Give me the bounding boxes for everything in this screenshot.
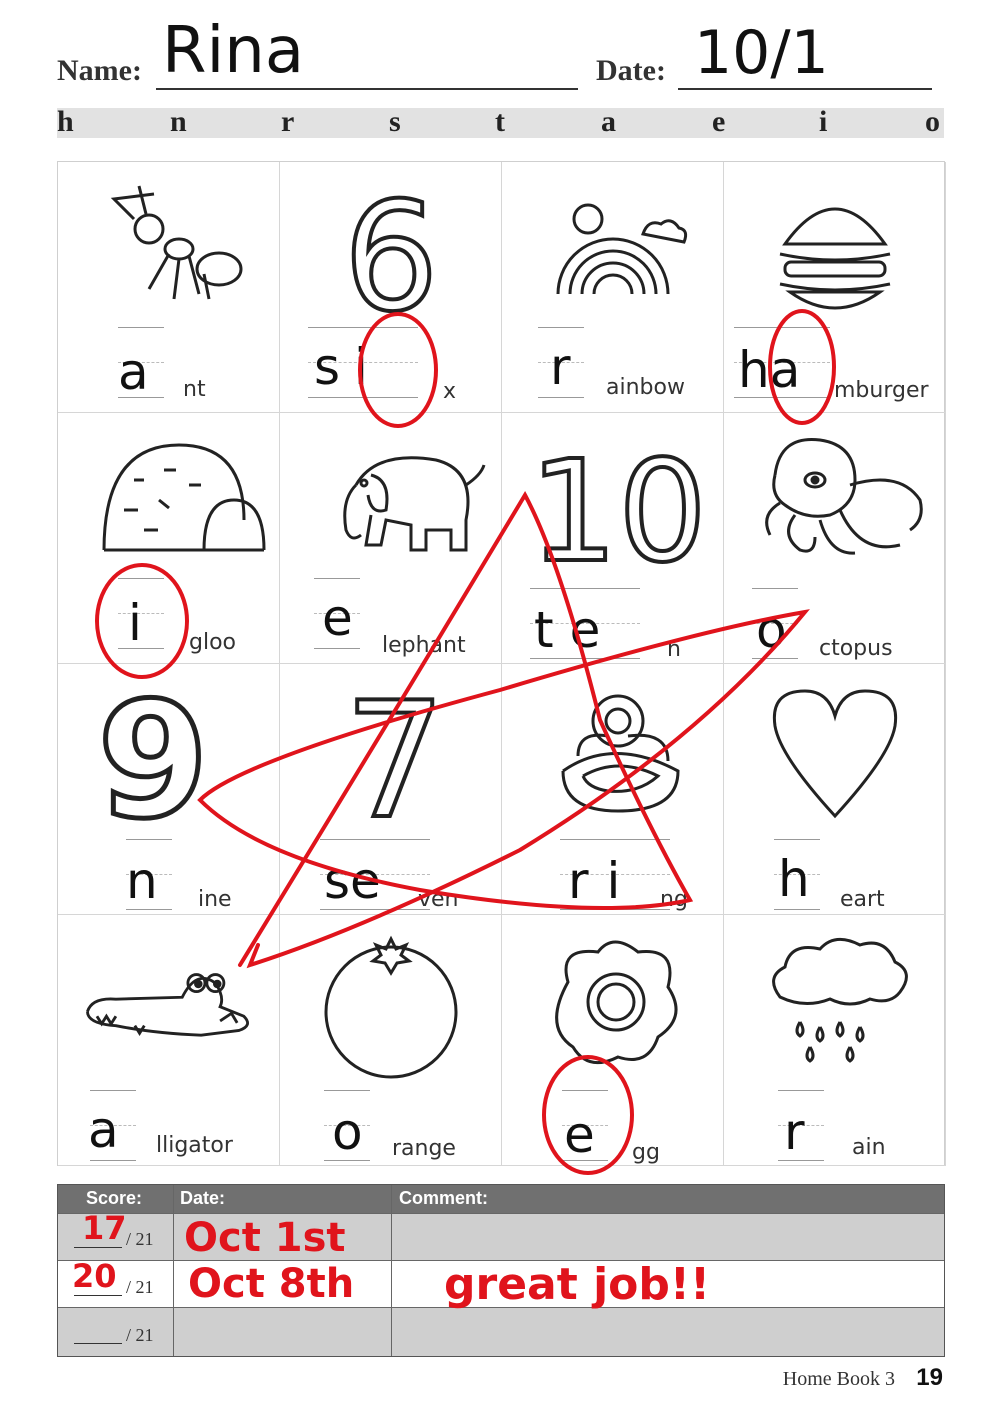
word-cell-hamburger	[724, 162, 946, 413]
word-remainder: eart	[840, 887, 885, 912]
bank-letter: s	[389, 105, 401, 138]
written-letters[interactable]: se	[324, 852, 381, 910]
word-remainder: lephant	[382, 633, 466, 658]
written-letters[interactable]: ri	[568, 852, 639, 910]
heart-icon	[760, 676, 910, 826]
written-letters[interactable]: ha	[738, 341, 801, 399]
svg-text:9: 9	[97, 667, 209, 854]
word-cell-ant	[58, 162, 280, 413]
date-value[interactable]: 10/1	[694, 18, 829, 88]
rain-cloud-icon	[760, 927, 910, 1077]
word-cell-heart	[724, 664, 946, 915]
written-letters[interactable]: e	[322, 589, 353, 647]
written-letters[interactable]: si	[314, 338, 382, 396]
orange-icon	[316, 927, 466, 1077]
written-letters[interactable]: o	[332, 1103, 363, 1161]
word-remainder: ine	[198, 887, 232, 912]
name-value[interactable]: Rina	[162, 14, 305, 88]
word-cell-seven	[280, 664, 502, 915]
word-remainder: gloo	[189, 630, 236, 655]
score-table-header	[58, 1185, 944, 1213]
ring-icon	[538, 676, 688, 826]
svg-text:6: 6	[343, 171, 439, 345]
date-line	[678, 88, 932, 90]
word-cell-rain	[724, 915, 946, 1166]
elephant-icon	[316, 425, 466, 575]
hamburger-icon	[760, 174, 910, 324]
date-label: Date:	[596, 54, 666, 87]
word-remainder: x	[443, 379, 457, 404]
word-remainder: ctopus	[819, 636, 893, 661]
svg-text:10: 10	[528, 431, 708, 594]
score-value[interactable]: 20	[72, 1257, 117, 1295]
word-remainder: ven	[418, 887, 459, 912]
word-cell-nine	[58, 664, 280, 915]
word-cell-orange	[280, 915, 502, 1166]
written-letters[interactable]: h	[778, 850, 810, 908]
word-remainder: ain	[852, 1135, 886, 1160]
date-value[interactable]: Oct 8th	[188, 1261, 355, 1307]
word-remainder: n	[667, 637, 681, 662]
page-number: 19	[916, 1364, 943, 1391]
written-letters[interactable]: o	[756, 601, 787, 659]
word-cell-rainbow	[502, 162, 724, 413]
word-cell-ring	[502, 664, 724, 915]
word-cell-igloo	[58, 413, 280, 664]
bank-letter: r	[281, 105, 295, 138]
word-remainder: gg	[632, 1140, 660, 1165]
comment-header: Comment:	[399, 1188, 488, 1208]
written-letters[interactable]: n	[126, 852, 158, 910]
letter-bank-bar	[57, 105, 944, 138]
word-cell-elephant	[280, 413, 502, 664]
written-letters[interactable]: te	[534, 601, 617, 659]
word-remainder: mburger	[834, 378, 929, 403]
score-total: / 21	[126, 1277, 154, 1297]
book-title: Home Book 3	[782, 1368, 895, 1390]
bank-letter: i	[819, 105, 828, 138]
written-letters[interactable]: a	[118, 343, 149, 401]
rainbow-icon	[538, 174, 688, 324]
bank-letter: h	[57, 105, 74, 138]
word-cell-alligator	[58, 915, 280, 1166]
comment-value[interactable]: great job!!	[444, 1259, 711, 1310]
bank-letter: e	[712, 105, 726, 138]
word-remainder: ng	[660, 887, 688, 912]
score-value[interactable]: 17	[82, 1209, 127, 1247]
picture-word-grid	[57, 161, 945, 1166]
word-cell-ten	[502, 413, 724, 664]
written-letters[interactable]: a	[88, 1101, 119, 1159]
name-label: Name:	[57, 54, 142, 87]
word-cell-six	[280, 162, 502, 413]
word-cell-octopus	[724, 413, 946, 664]
bank-letter: t	[495, 105, 505, 138]
alligator-icon	[78, 927, 258, 1077]
date-header: Date:	[180, 1188, 226, 1208]
written-letters[interactable]: r	[784, 1103, 805, 1161]
name-line	[156, 88, 578, 90]
written-letters[interactable]: e	[564, 1106, 595, 1164]
word-remainder: range	[392, 1136, 456, 1161]
word-remainder: nt	[183, 377, 206, 402]
number-six-icon	[316, 171, 466, 345]
score-row	[58, 1307, 944, 1356]
word-cell-egg	[502, 915, 724, 1166]
number-nine-icon	[78, 667, 228, 854]
word-remainder: lligator	[156, 1133, 233, 1158]
score-header: Score:	[86, 1188, 143, 1208]
written-letters[interactable]: i	[128, 594, 142, 652]
bank-letter: o	[925, 105, 940, 138]
score-table	[57, 1184, 945, 1357]
date-value[interactable]: Oct 1st	[184, 1215, 346, 1261]
word-remainder: ainbow	[606, 375, 685, 400]
score-total: / 21	[126, 1229, 154, 1249]
number-seven-icon	[320, 667, 470, 854]
octopus-icon	[760, 425, 910, 575]
written-letters[interactable]: r	[550, 338, 571, 396]
bank-letter: a	[601, 105, 616, 138]
bank-letter: n	[170, 105, 187, 138]
igloo-icon	[94, 425, 244, 575]
svg-text:7: 7	[344, 667, 446, 854]
ant-icon	[94, 174, 244, 324]
egg-icon	[538, 927, 688, 1077]
number-ten-icon	[528, 425, 708, 594]
score-total: / 21	[126, 1325, 154, 1345]
